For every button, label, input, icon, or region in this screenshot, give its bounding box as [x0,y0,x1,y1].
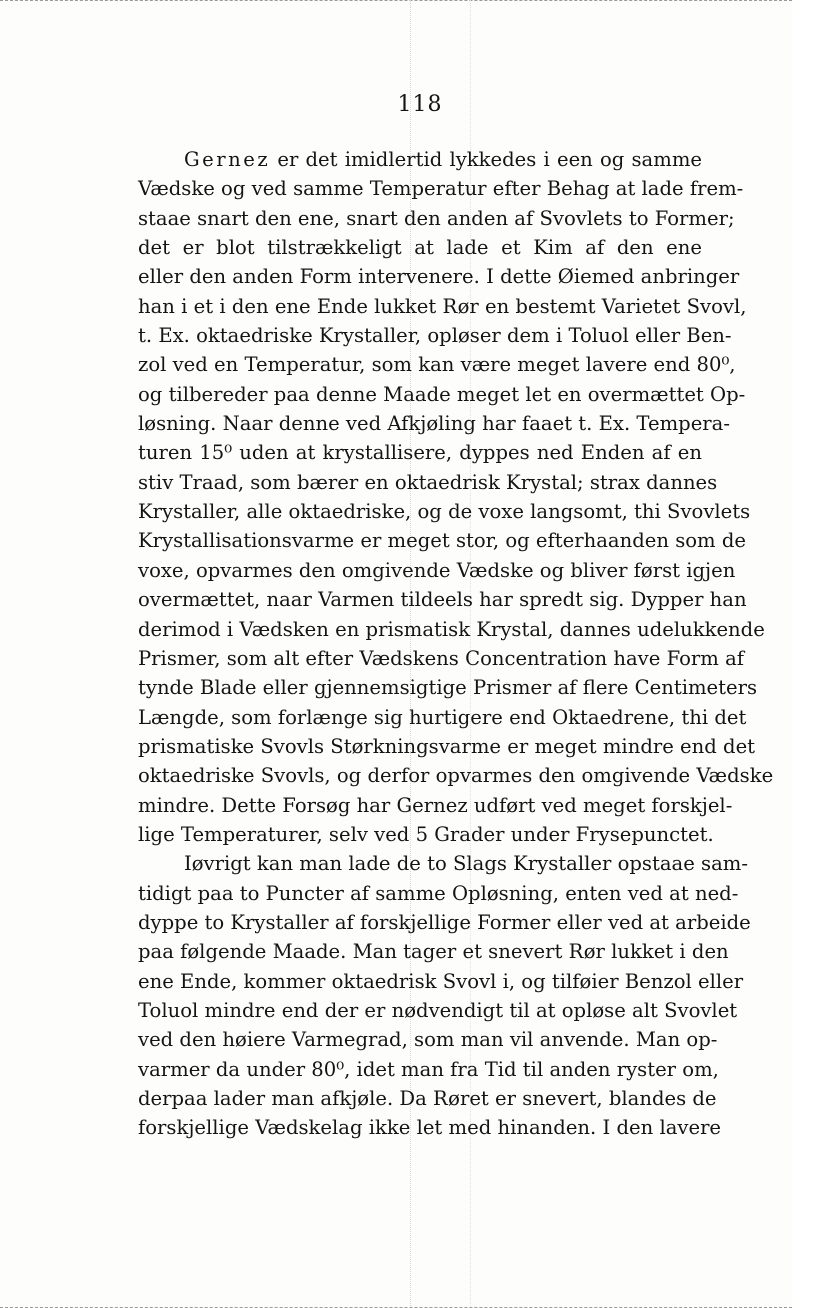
text-line: Prismer, som alt efter Vædskens Concentration have Form af [138,646,744,670]
text-line: lige Temperaturer, selv ved 5 Grader under Frysepunctet. [138,822,714,846]
text-line: ved den høiere Varmegrad, som man vil anvende. Man op- [138,1028,718,1052]
text-line: eller den anden Form intervenere. I dette Øiemed anbringer [138,265,740,289]
text-line: overmættet, naar Varmen tildeels har spredt sig. Dypper han [138,588,747,612]
text-line: prismatiske Svovls Størkningsvarme er meget mindre end det [138,734,756,758]
text-line: tynde Blade eller gjennemsigtige Prismer af flere Centimeters [138,676,758,700]
text-line: turen 15⁰ uden at krystallisere, dyppes ned Enden af en [138,441,702,465]
text-line: Krystallisationsvarme er meget stor, og efterhaanden som de [138,529,746,553]
page-number: 118 [397,92,443,117]
text-line: Vædske og ved samme Temperatur efter Behag at lade frem- [138,177,744,201]
body-text [138,145,774,1143]
text-line: staae snart den ene, snart den anden af Svovlets to Former; [138,206,735,230]
text-line: løsning. Naar denne ved Afkjøling har faaet t. Ex. Tempera- [138,412,730,436]
scan-edge-top [0,0,792,5]
text-line-rest: er det imidlertid lykkedes i een og samme [270,148,702,171]
author-name: Gernez [184,148,271,171]
text-line: stiv Traad, som bærer en oktaedrisk Krystal; strax dannes [138,470,718,494]
text-line: tidigt paa to Puncter af samme Opløsning, enten ved at ned- [138,881,739,905]
paragraph-1 [138,145,774,849]
text-line: oktaedriske Svovls, og derfor opvarmes den omgivende Vædske [138,764,774,788]
text-line: voxe, opvarmes den omgivende Vædske og bliver først igjen [138,558,736,582]
text-line: forskjellige Vædskelag ikke let med hinanden. I den lavere [138,1116,722,1140]
text-line: paa følgende Maade. Man tager et snevert Rør lukket i den [138,940,729,964]
text-line: zol ved en Temperatur, som kan være meget lavere end 80⁰, [138,353,736,377]
text-line: og tilbereder paa denne Maade meget let en overmættet Op- [138,382,746,406]
text-line: Længde, som forlænge sig hurtigere end Oktaedrene, thi det [138,705,747,729]
paragraph-2 [138,849,751,1142]
text-line: t. Ex. oktaedriske Krystaller, opløser dem i Toluol eller Ben- [138,324,732,348]
text-line: Iøvrigt kan man lade de to Slags Krystaller opstaae sam- [184,852,748,876]
text-line: det er blot tilstrækkeligt at lade et Kim af den ene [138,236,702,260]
scan-edge-bottom [0,1303,792,1308]
text-line: Toluol mindre end der er nødvendigt til at opløse alt Svovlet [138,998,738,1022]
text-line: mindre. Dette Forsøg har Gernez udført ved meget forskjel- [138,793,733,817]
text-line: ene Ende, kommer oktaedrisk Svovl i, og tilføier Benzol eller [138,969,744,993]
text-line [138,145,702,174]
text-line: varmer da under 80⁰, idet man fra Tid til anden ryster om, [138,1057,719,1081]
text-line: han i et i den ene Ende lukket Rør en bestemt Varietet Svovl, [138,294,747,318]
text-line: dyppe to Krystaller af forskjellige Former eller ved at arbeide [138,910,751,934]
text-line: Krystaller, alle oktaedriske, og de voxe langsomt, thi Svovlets [138,500,751,524]
text-line: derpaa lader man afkjøle. Da Røret er snevert, blandes de [138,1087,717,1110]
text-line: derimod i Vædsken en prismatisk Krystal, dannes udelukkende [138,617,765,641]
